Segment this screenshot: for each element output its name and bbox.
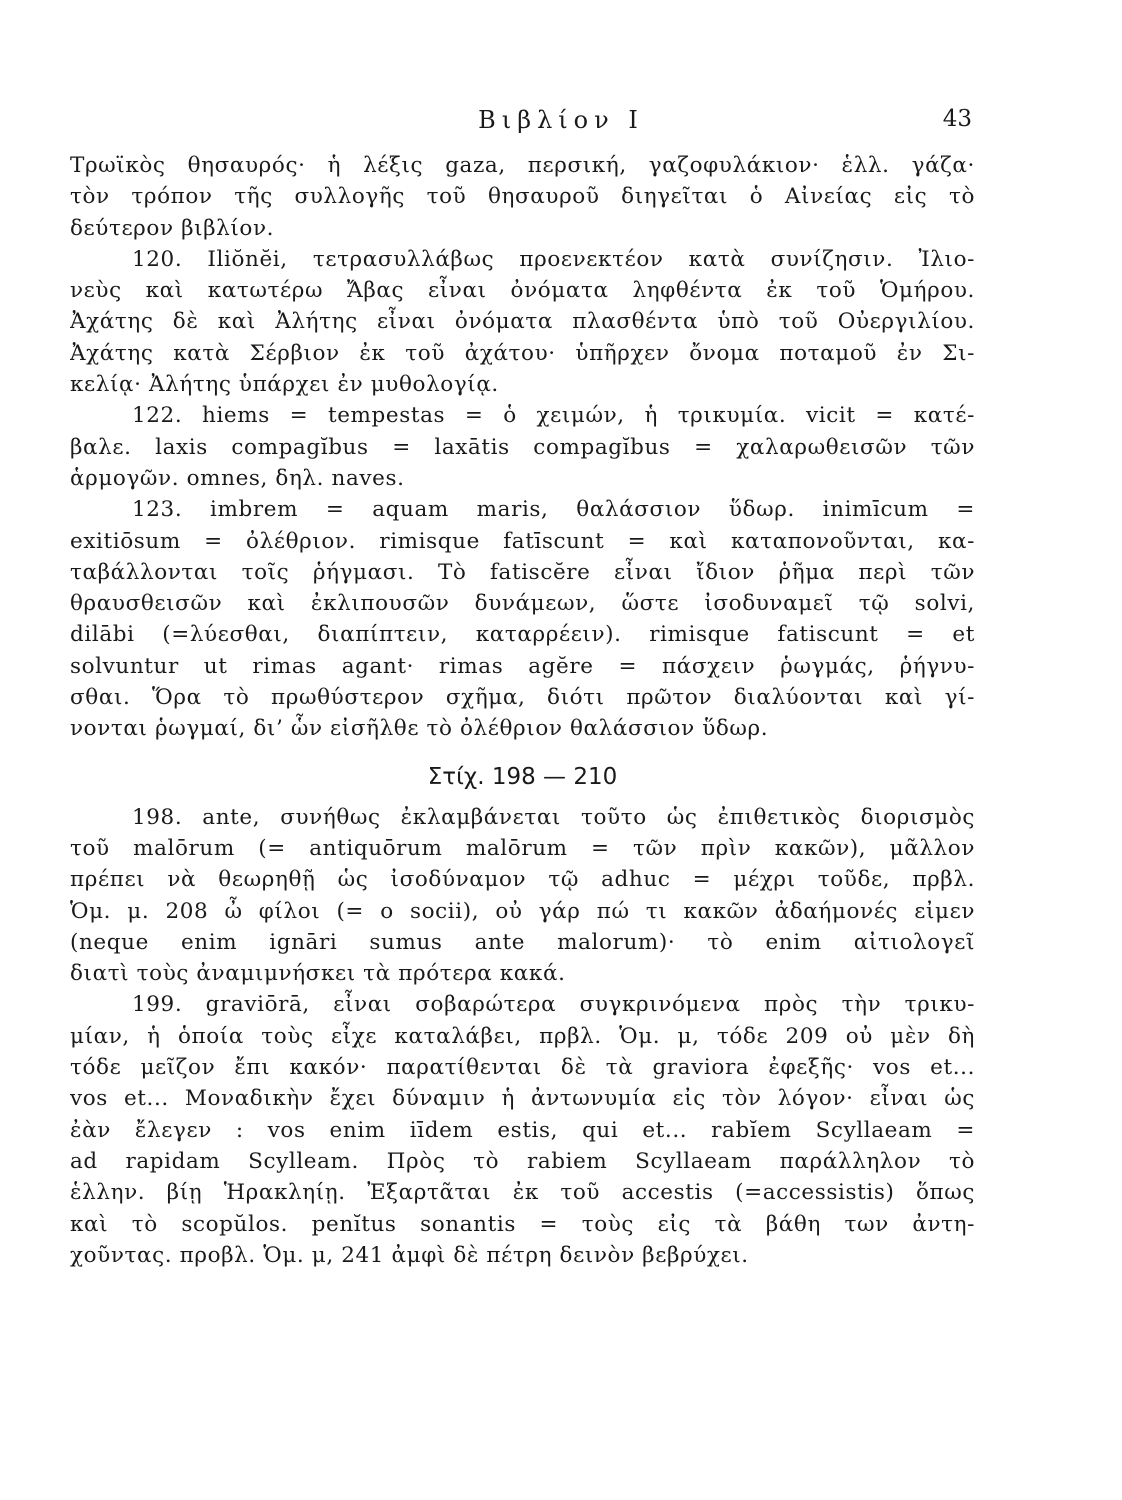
text-line: vos et... Μοναδικὴν ἔχει δύναμιν ἡ ἀντωνυμία εἰς τὸν λόγον· εἶναι ὡς: [70, 1086, 975, 1112]
text-line: ἁρμογῶν. omnes, δηλ. naves.: [70, 465, 405, 491]
text-line: Ἀχάτης δὲ καὶ Ἀλήτης εἶναι ὀνόματα πλασθέντα ὑπὸ τοῦ Οὐεργιλίου.: [70, 309, 975, 335]
running-head: [0, 106, 1122, 136]
text-line: τὸν τρόπον τῆς συλλογῆς τοῦ θησαυροῦ διηγεῖται ὁ Αἰνείας εἰς τὸ: [70, 184, 975, 210]
text-line: 198. ante, συνήθως ἐκλαμβάνεται τοῦτο ὡς ἐπιθετικὸς διορισμὸς: [132, 804, 975, 830]
commentary-block-lines-119-123: [70, 150, 975, 745]
text-line: ad rapidam Scylleam. Πρὸς τὸ rabiem Scyllaeam παράλληλον τὸ: [70, 1148, 975, 1174]
text-line: (neque enim ignāri sumus ante malorum)· τὸ enim αἰτιολογεῖ: [70, 929, 975, 955]
section-heading: Στίχ. 198 — 210: [427, 763, 618, 790]
text-line: θραυσθεισῶν καὶ ἐκλιπουσῶν δυνάμεων, ὥστε ἰσοδυναμεῖ τῷ solvi,: [70, 591, 975, 617]
text-line: τοῦ malōrum (= antiquōrum malōrum = τῶν πρὶν κακῶν), μᾶλλον: [70, 835, 975, 861]
text-line: μίαν, ἡ ὁποία τοὺς εἶχε καταλάβει, πρβλ. Ὁμ. μ, τόδε 209 οὐ μὲν δὴ: [70, 1023, 975, 1049]
text-line: πρέπει νὰ θεωρηθῇ ὡς ἰσοδύναμον τῷ adhuc = μέχρι τοῦδε, πρβλ.: [70, 867, 975, 893]
text-line: Ἀχάτης κατὰ Σέρβιον ἐκ τοῦ ἀχάτου· ὑπῆρχεν ὄνομα ποταμοῦ ἐν Σι-: [70, 340, 975, 366]
text-line: ταβάλλονται τοῖς ῥήγμασι. Τὸ fatiscĕre εἶναι ἴδιον ῥῆμα περὶ τῶν: [70, 559, 975, 585]
text-line: διατὶ τοὺς ἀναμιμνήσκει τὰ πρότερα κακά.: [70, 961, 566, 987]
text-line: δεύτερον βιβλίον.: [70, 215, 275, 241]
page-number: 43: [942, 106, 972, 132]
text-line: τόδε μεῖζον ἔπι κακόν· παρατίθενται δὲ τὰ graviora ἐφεξῆς· vos et...: [70, 1055, 975, 1081]
text-line: Τρωϊκὸς θησαυρός· ἡ λέξις gaza, περσική, γαζοφυλάκιον· ἑλλ. γάζα·: [70, 153, 975, 178]
text-line: exitiōsum = ὀλέθριον. rimisque fatīscunt = καὶ καταπονοῦνται, κα-: [70, 528, 975, 554]
commentary-body: [70, 150, 975, 1271]
text-line: 199. graviōrā, εἶναι σοβαρώτερα συγκρινόμενα πρὸς τὴν τρικυ-: [132, 992, 975, 1018]
text-line: ἐὰν ἔλεγεν : vos enim iīdem estis, qui et... rabĭem Scyllaeam =: [70, 1117, 975, 1143]
text-line: χοῦντας. προβλ. Ὁμ. μ, 241 ἀμφὶ δὲ πέτρη δεινὸν βεβρύχει.: [70, 1242, 749, 1268]
text-line: 122. hiems = tempestas = ὁ χειμών, ἡ τρικυμία. vicit = κατέ-: [132, 403, 975, 429]
text-line: κελίᾳ· Ἀλήτης ὑπάρχει ἐν μυθολογίᾳ.: [70, 372, 499, 398]
text-line: 120. Iliŏnĕi, τετρασυλλάβως προενεκτέον κατὰ συνίζησιν. Ἰλιο-: [132, 246, 975, 272]
text-line: Ὁμ. μ. 208 ὦ φίλοι (= o socii), οὐ γάρ πώ τι κακῶν ἀδαήμονές εἰμεν: [70, 898, 975, 924]
text-line: ἑλλην. βίῃ Ἡρακληίῃ. Ἐξαρτᾶται ἐκ τοῦ accestis (=accessistis) ὅπως: [70, 1180, 975, 1206]
text-line: solvuntur ut rimas agant· rimas agĕre = πάσχειν ῥωγμάς, ῥήγνυ-: [70, 653, 975, 679]
text-line: 123. imbrem = aquam maris, θαλάσσιον ὕδωρ. inimīcum =: [132, 497, 975, 523]
text-line: καὶ τὸ scopŭlos. penĭtus sonantis = τοὺς εἰς τὰ βάθη των ἀντη-: [70, 1211, 975, 1237]
text-line: νονται ῥωγμαί, δι’ ὧν εἰσῆλθε τὸ ὀλέθριον θαλάσσιον ὕδωρ.: [70, 716, 769, 742]
text-line: σθαι. Ὅρα τὸ πρωθύστερον σχῆμα, διότι πρῶτον διαλύονται καὶ γί-: [70, 685, 975, 711]
commentary-block-lines-198-199: [70, 802, 975, 1271]
text-line: νεὺς καὶ κατωτέρω Ἄβας εἶναι ὀνόματα ληφθέντα ἐκ τοῦ Ὁμήρου.: [70, 278, 975, 304]
text-line: βαλε. laxis compagĭbus = laxātis compagĭbus = χαλαρωθεισῶν τῶν: [70, 434, 975, 460]
running-title: Βιβλίον Ι: [478, 106, 644, 134]
text-line: dilābi (=λύεσθαι, διαπίπτειν, καταρρέειν). rimisque fatiscunt = et: [70, 622, 975, 648]
